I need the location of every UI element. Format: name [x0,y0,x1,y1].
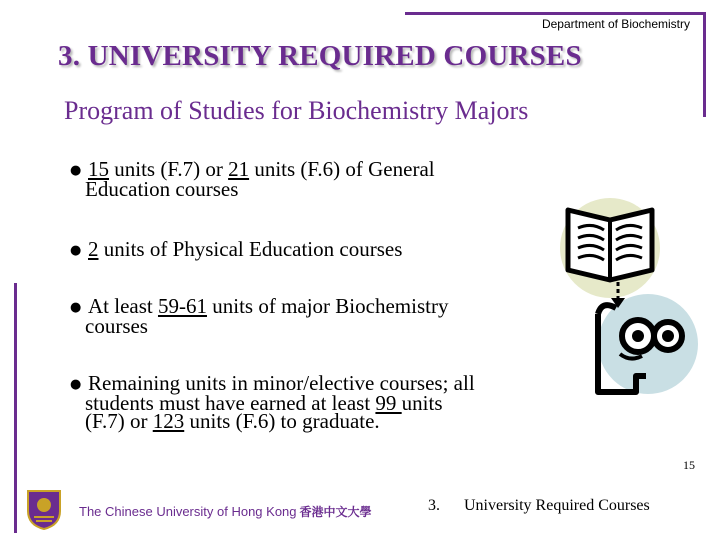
ge-text-2: units (F.6) of General [249,157,435,181]
ge-units-f7: 15 [88,157,109,181]
ge-text-3: Education courses [85,177,239,201]
book-reader-illustration [558,196,698,406]
pe-text: units of Physical Education courses [98,237,403,261]
pe-units: 2 [88,237,99,261]
bullet-icon: ● [70,163,82,178]
ge-text-1: units (F.7) or [109,157,229,181]
university-crest-icon [24,487,64,531]
remaining-text-5: units (F.6) to graduate. [184,409,380,433]
frame-top-line [405,12,706,15]
bullet-icon: ● [70,243,82,258]
section-number: 3. [428,497,440,514]
section-title: University Required Courses [464,497,650,514]
footer-university [79,503,372,520]
frame-left-line [14,283,17,533]
slide-title: 3. UNIVERSITY REQUIRED COURSES [58,40,582,72]
bullet-icon: ● [70,300,82,315]
bullet-physical-education [70,237,580,261]
frame-right-line [703,12,706,117]
remaining-text-1: Remaining units in minor/elective courses; all [88,371,475,395]
university-name-chinese: 香港中文大學 [299,505,372,519]
total-units-f7: 99 [375,391,402,415]
bullet-remaining-units [70,371,580,433]
major-text-1: At least [88,294,158,318]
remaining-text-2: students must have earned at least [85,391,376,415]
bullet-general-education [70,157,580,201]
major-text-2: units of major Biochemistry [206,294,449,318]
major-units: 59-61 [157,294,207,318]
page-number: 15 [683,458,695,472]
total-units-f6: 123 [152,409,185,433]
ge-units-f6: 21 [228,157,250,181]
major-text-3: courses [85,314,148,338]
slide-subtitle: Program of Studies for Biochemistry Majors [64,96,529,125]
bullet-major-courses [70,294,580,338]
university-name: The Chinese University of Hong Kong [79,504,297,519]
department-label: Department of Biochemistry [541,17,690,31]
remaining-text-4: (F.7) or [85,409,153,433]
footer-section [428,497,650,515]
bullet-icon: ● [70,377,82,392]
remaining-text-3: units [401,391,443,415]
